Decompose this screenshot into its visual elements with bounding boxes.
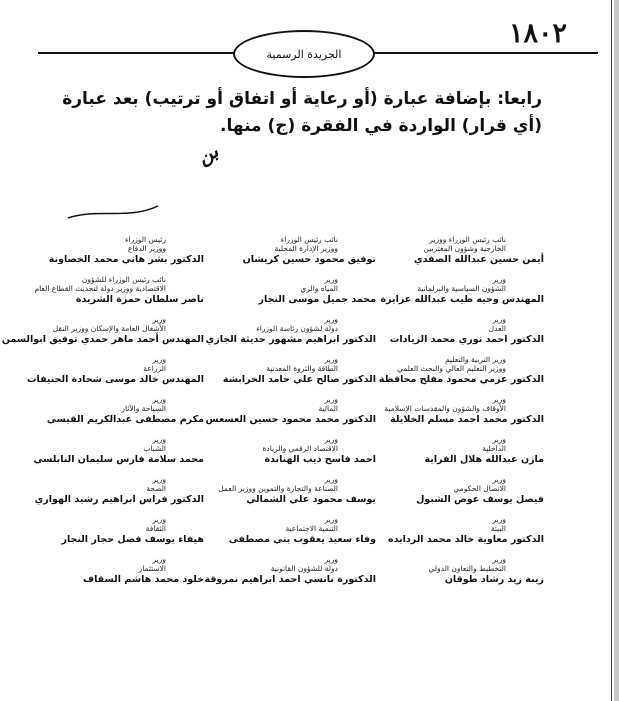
minister-entry bbox=[208, 236, 376, 266]
minister-title: وزير bbox=[492, 555, 506, 564]
minister-entry bbox=[376, 516, 544, 546]
minister-entry bbox=[376, 436, 544, 466]
ministers-row bbox=[36, 236, 544, 276]
minister-title: وزير bbox=[324, 395, 338, 404]
minister-entry bbox=[376, 236, 544, 266]
minister-name: مكرم مصطفى عبدالكريم القيسي bbox=[46, 414, 204, 425]
minister-name: الدكتور معاوية خالد محمد الردايده bbox=[388, 534, 544, 545]
minister-title: الأشغال العامة والإسكان ووزير النقل bbox=[52, 323, 166, 333]
minister-title: وزير bbox=[152, 555, 166, 564]
minister-title: الشؤون السياسية والبرلمانية bbox=[417, 283, 506, 293]
minister-title: الأوقاف والشؤون والمقدسات الإسلامية bbox=[384, 403, 506, 413]
gazette-label: الجريدة الرسمية bbox=[233, 30, 375, 78]
minister-entry bbox=[376, 476, 544, 506]
ministers-row bbox=[36, 476, 544, 516]
minister-entry bbox=[36, 236, 204, 266]
minister-title: وزير bbox=[492, 475, 506, 484]
minister-entry bbox=[36, 556, 204, 586]
minister-title: دولة لشؤون رئاسة الوزراء bbox=[256, 323, 338, 333]
royal-signature bbox=[58, 148, 218, 238]
minister-name: الدكتورة نانسي احمد ابراهيم نمروقة bbox=[204, 574, 376, 585]
minister-title: ووزير الدفاع bbox=[127, 243, 166, 253]
minister-name: المهندس خالد موسى شحادة الحنيفات bbox=[26, 374, 204, 385]
minister-title: وزير bbox=[152, 315, 166, 324]
minister-entry bbox=[376, 276, 544, 306]
minister-entry bbox=[208, 276, 376, 306]
minister-title: وزير bbox=[324, 435, 338, 444]
minister-title: العدل bbox=[488, 323, 506, 333]
minister-title: نائب رئيس الوزراء للشؤون bbox=[81, 275, 166, 284]
minister-title: دولة للشؤون القانونية bbox=[270, 563, 338, 573]
minister-title: الثقافة bbox=[145, 523, 166, 533]
minister-title: البيئة bbox=[490, 523, 506, 533]
minister-entry bbox=[208, 356, 376, 386]
minister-name: الدكتور محمد احمد مسلم الخلايلة bbox=[390, 414, 544, 425]
minister-title: الصحة bbox=[146, 483, 166, 493]
minister-title: نائب رئيس الوزراء ووزير bbox=[429, 235, 506, 244]
ministers-row bbox=[1, 315, 544, 356]
minister-name: ناصر سلطان حمزة الشريدة bbox=[75, 294, 204, 305]
minister-entry bbox=[36, 396, 204, 426]
minister-title: الخارجية وشؤون المغتربين bbox=[423, 243, 506, 253]
minister-entry bbox=[1, 315, 204, 346]
minister-title: وزير bbox=[324, 355, 338, 364]
minister-title: وزير bbox=[492, 435, 506, 444]
minister-title: الاستثمار bbox=[138, 563, 166, 573]
minister-title: الاتصال الحكومي bbox=[453, 483, 506, 493]
minister-entry bbox=[204, 555, 376, 586]
minister-entry bbox=[36, 476, 204, 506]
minister-title: رئيس الوزراء bbox=[124, 235, 166, 244]
minister-title: ووزير الإدارة المحلية bbox=[274, 243, 338, 253]
minister-title: التنمية الاجتماعية bbox=[285, 523, 338, 533]
minister-name: هيفاء يوسف فضل حجار النجار bbox=[61, 534, 204, 545]
minister-name: محمد جميل موسى النجار bbox=[258, 294, 376, 305]
minister-title: السياحة والآثار bbox=[121, 403, 166, 413]
minister-title: وزير bbox=[324, 275, 338, 284]
minister-name: خلود محمد هاشم السقاف bbox=[83, 574, 204, 585]
minister-title: الاقتصادية ووزير دولة لتحديث القطاع العام bbox=[34, 283, 166, 293]
minister-title: وزير bbox=[152, 395, 166, 404]
minister-name: وفاء سعيد يعقوب بني مصطفى bbox=[228, 534, 376, 545]
minister-entry bbox=[376, 316, 544, 346]
minister-title: وزير bbox=[492, 395, 506, 404]
ministers-row bbox=[26, 355, 544, 396]
minister-entry bbox=[376, 396, 544, 426]
minister-entry bbox=[205, 395, 376, 426]
minister-title: ووزير التعليم العالي والبحث العلمي bbox=[397, 363, 506, 373]
minister-title: نائب رئيس الوزراء bbox=[280, 235, 338, 244]
lead-paragraph: رابعا: بإضافة عبارة (أو رعاية أو اتفاق أو ترتيب) بعد عبارة (أي قرار) الواردة في الفقرة (ج) منها. bbox=[62, 89, 542, 136]
minister-title: الشباب bbox=[143, 443, 166, 453]
minister-name: محمد سلامة فارس سليمان النابلسي bbox=[33, 454, 204, 465]
minister-name: الدكتور صالح علي حامد الخرابشة bbox=[222, 374, 376, 385]
minister-name: الدكتور ابراهيم مشهور حديثة الجازي bbox=[205, 334, 376, 345]
minister-title: وزير bbox=[152, 515, 166, 524]
minister-name: المهندس أحمد ماهر حمدي توفيق ابوالسمن bbox=[1, 334, 204, 345]
minister-name: فيصل يوسف عوض الشبول bbox=[416, 494, 544, 505]
minister-title: وزير bbox=[492, 315, 506, 324]
minister-name: الدكتور بشر هاني محمد الخصاونة bbox=[48, 254, 204, 265]
minister-name: الدكتور فراس ابراهيم رشيد الهواري bbox=[34, 494, 204, 505]
minister-title: الزراعة bbox=[143, 363, 166, 373]
minister-entry bbox=[36, 516, 204, 546]
minister-name: يوسف محمود علي الشمالي bbox=[246, 494, 376, 505]
minister-title: المياه والري bbox=[300, 283, 338, 293]
minister-title: الداخلية bbox=[482, 443, 506, 453]
minister-title: وزير bbox=[492, 515, 506, 524]
minister-title: وزير bbox=[152, 435, 166, 444]
page-number: ١٨٠٢ bbox=[508, 18, 567, 49]
minister-title: وزير التربية والتعليم bbox=[445, 355, 506, 364]
minister-name: احمد فاسح ذيب الهناندة bbox=[264, 454, 376, 465]
signature-text bbox=[194, 148, 218, 169]
minister-entry bbox=[376, 356, 544, 386]
ministers-grid bbox=[1, 235, 544, 596]
minister-title: وزير bbox=[324, 555, 338, 564]
minister-name: مازن عبدالله هلال الفراية bbox=[424, 454, 544, 465]
minister-entry bbox=[208, 476, 376, 506]
minister-title: المالية bbox=[318, 403, 338, 413]
minister-entry bbox=[33, 435, 204, 466]
minister-title: وزير bbox=[324, 315, 338, 324]
signature-image bbox=[58, 148, 218, 238]
minister-title: وزير bbox=[152, 475, 166, 484]
minister-name: الدكتور محمد محمود حسين العسعس bbox=[205, 414, 376, 425]
minister-name: زينة زيد رشاد طوقان bbox=[444, 574, 544, 585]
minister-name: توفيق محمود حسين كريشان bbox=[242, 254, 376, 265]
minister-title: وزير bbox=[492, 275, 506, 284]
ministers-row bbox=[36, 516, 544, 556]
minister-title: الصناعة والتجارة والتموين ووزير العمل bbox=[218, 483, 338, 493]
minister-title: التخطيط والتعاون الدولي bbox=[428, 563, 506, 573]
minister-entry bbox=[36, 276, 204, 306]
page-edge-shadow bbox=[614, 0, 619, 701]
minister-name: المهندس وجيه طيب عبدالله عزايزة bbox=[380, 294, 544, 305]
ministers-row bbox=[36, 276, 544, 316]
minister-title: الطاقة والثروة المعدنية bbox=[266, 363, 338, 373]
minister-title: وزير bbox=[324, 475, 338, 484]
page-edge-line bbox=[611, 0, 612, 701]
signature-flourish bbox=[68, 206, 158, 218]
minister-title: وزير bbox=[324, 515, 338, 524]
minister-title: الاقتصاد الرقمي والريادة bbox=[262, 443, 338, 453]
minister-name: أيمن حسين عبدالله الصفدي bbox=[413, 254, 544, 265]
minister-name: الدكتور احمد نوري محمد الزيادات bbox=[389, 334, 544, 345]
minister-entry bbox=[205, 315, 376, 346]
minister-entry bbox=[208, 516, 376, 546]
minister-title: وزير bbox=[152, 355, 166, 364]
ministers-row bbox=[36, 556, 544, 596]
ministers-row bbox=[33, 435, 544, 476]
minister-name: الدكتور عزمي محمود مفلح محافظة bbox=[378, 374, 544, 385]
ministers-row bbox=[36, 396, 544, 436]
minister-entry bbox=[26, 355, 204, 386]
minister-entry bbox=[208, 436, 376, 466]
minister-entry bbox=[376, 556, 544, 586]
